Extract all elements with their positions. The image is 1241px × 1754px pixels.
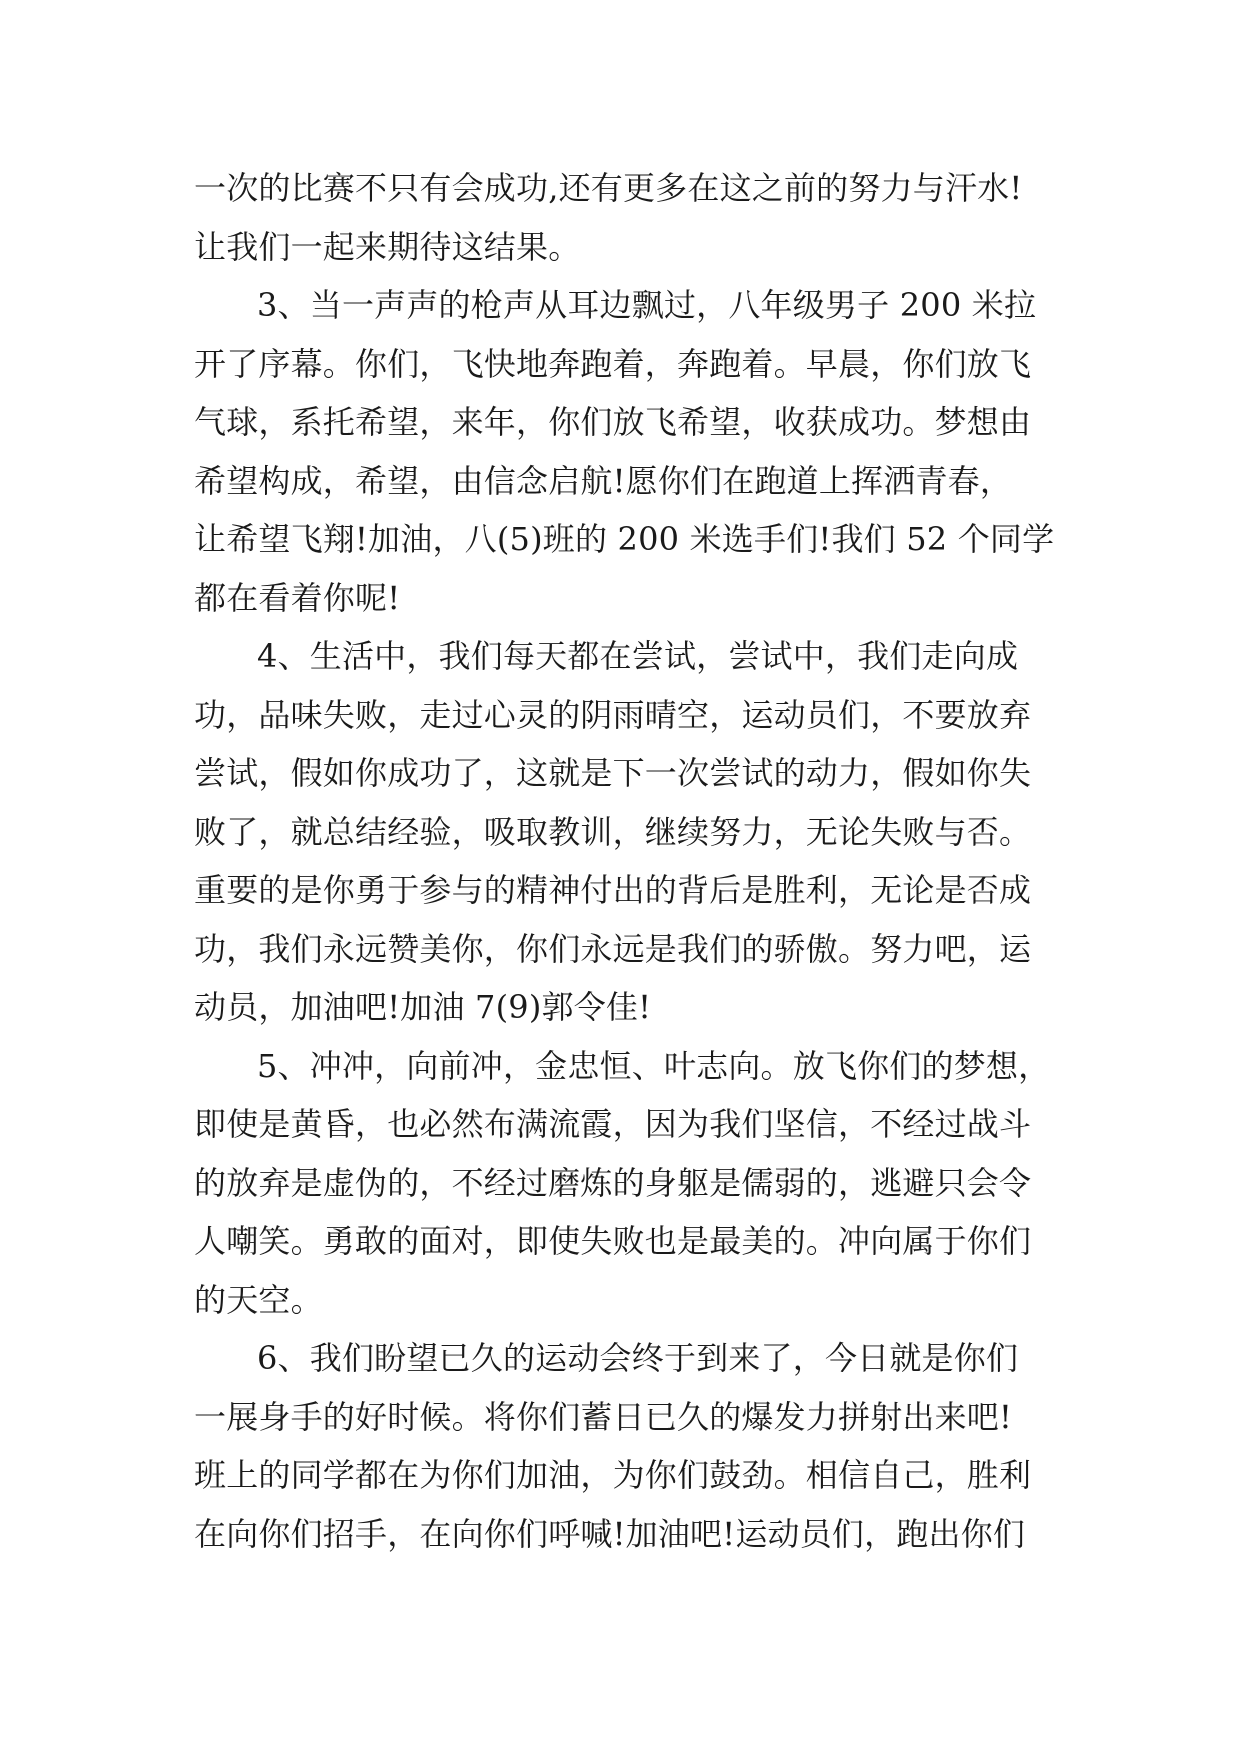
text-line: 在向你们招手，在向你们呼喊!加油吧!运动员们，跑出你们 [194,1514,1026,1553]
text-line: 让我们一起来期待这结果。 [194,227,581,266]
text-line: 尝试，假如你成功了，这就是下一次尝试的动力，假如你失 [194,754,1032,792]
text-line: 希望构成，希望，由信念启航!愿你们在跑道上挥洒青春， [194,461,1013,500]
text-line: 的天空。 [194,1280,323,1319]
text-line: 功，我们永远赞美你，你们永远是我们的骄傲。努力吧，运 [194,929,1032,968]
text-line: 班上的同学都在为你们加油，为你们鼓劲。相信自己，胜利 [194,1456,1032,1494]
paragraph-first-line: 6、我们盼望已久的运动会终于到来了，今日就是你们 [257,1339,1019,1377]
paragraph-first-line: 5、冲冲，向前冲，金忠恒、叶志向。放飞你们的梦想， [257,1046,1051,1085]
text-line: 都在看着你呢! [194,578,401,617]
document-body [194,159,1054,1563]
paragraph-first-line: 3、当一声声的枪声从耳边飘过，八年级男子 200 米拉 [257,286,1037,324]
text-line: 重要的是你勇于参与的精神付出的背后是胜利，无论是否成 [194,871,1032,909]
text-line: 即使是黄昏，也必然布满流霞，因为我们坚信，不经过战斗 [194,1105,1032,1143]
text-line: 败了，就总结经验，吸取教训，继续努力，无论失败与否。 [194,812,1032,851]
text-line: 功，品味失败，走过心灵的阴雨晴空，运动员们，不要放弃 [194,695,1032,734]
text-line: 一展身手的好时候。将你们蓄日已久的爆发力拼射出来吧! [194,1397,1013,1436]
text-line: 气球，系托希望，来年，你们放飞希望，收获成功。梦想由 [194,403,1032,441]
text-line: 人嘲笑。勇敢的面对，即使失败也是最美的。冲向属于你们 [194,1222,1032,1260]
paragraph-first-line: 4、生活中，我们每天都在尝试，尝试中，我们走向成 [257,637,1019,675]
text-line: 开了序幕。你们，飞快地奔跑着，奔跑着。早晨，你们放飞 [194,344,1032,383]
text-line: 的放弃是虚伪的，不经过磨炼的身躯是儒弱的，逃避只会令 [194,1163,1032,1202]
text-line: 动员，加油吧!加油 7(9)郭令佳! [194,988,652,1026]
text-line: 让希望飞翔!加油，八(5)班的 200 米选手们!我们 52 个同学 [194,520,1055,558]
text-line: 一次的比赛不只有会成功,还有更多在这之前的努力与汗水! [194,169,1023,207]
